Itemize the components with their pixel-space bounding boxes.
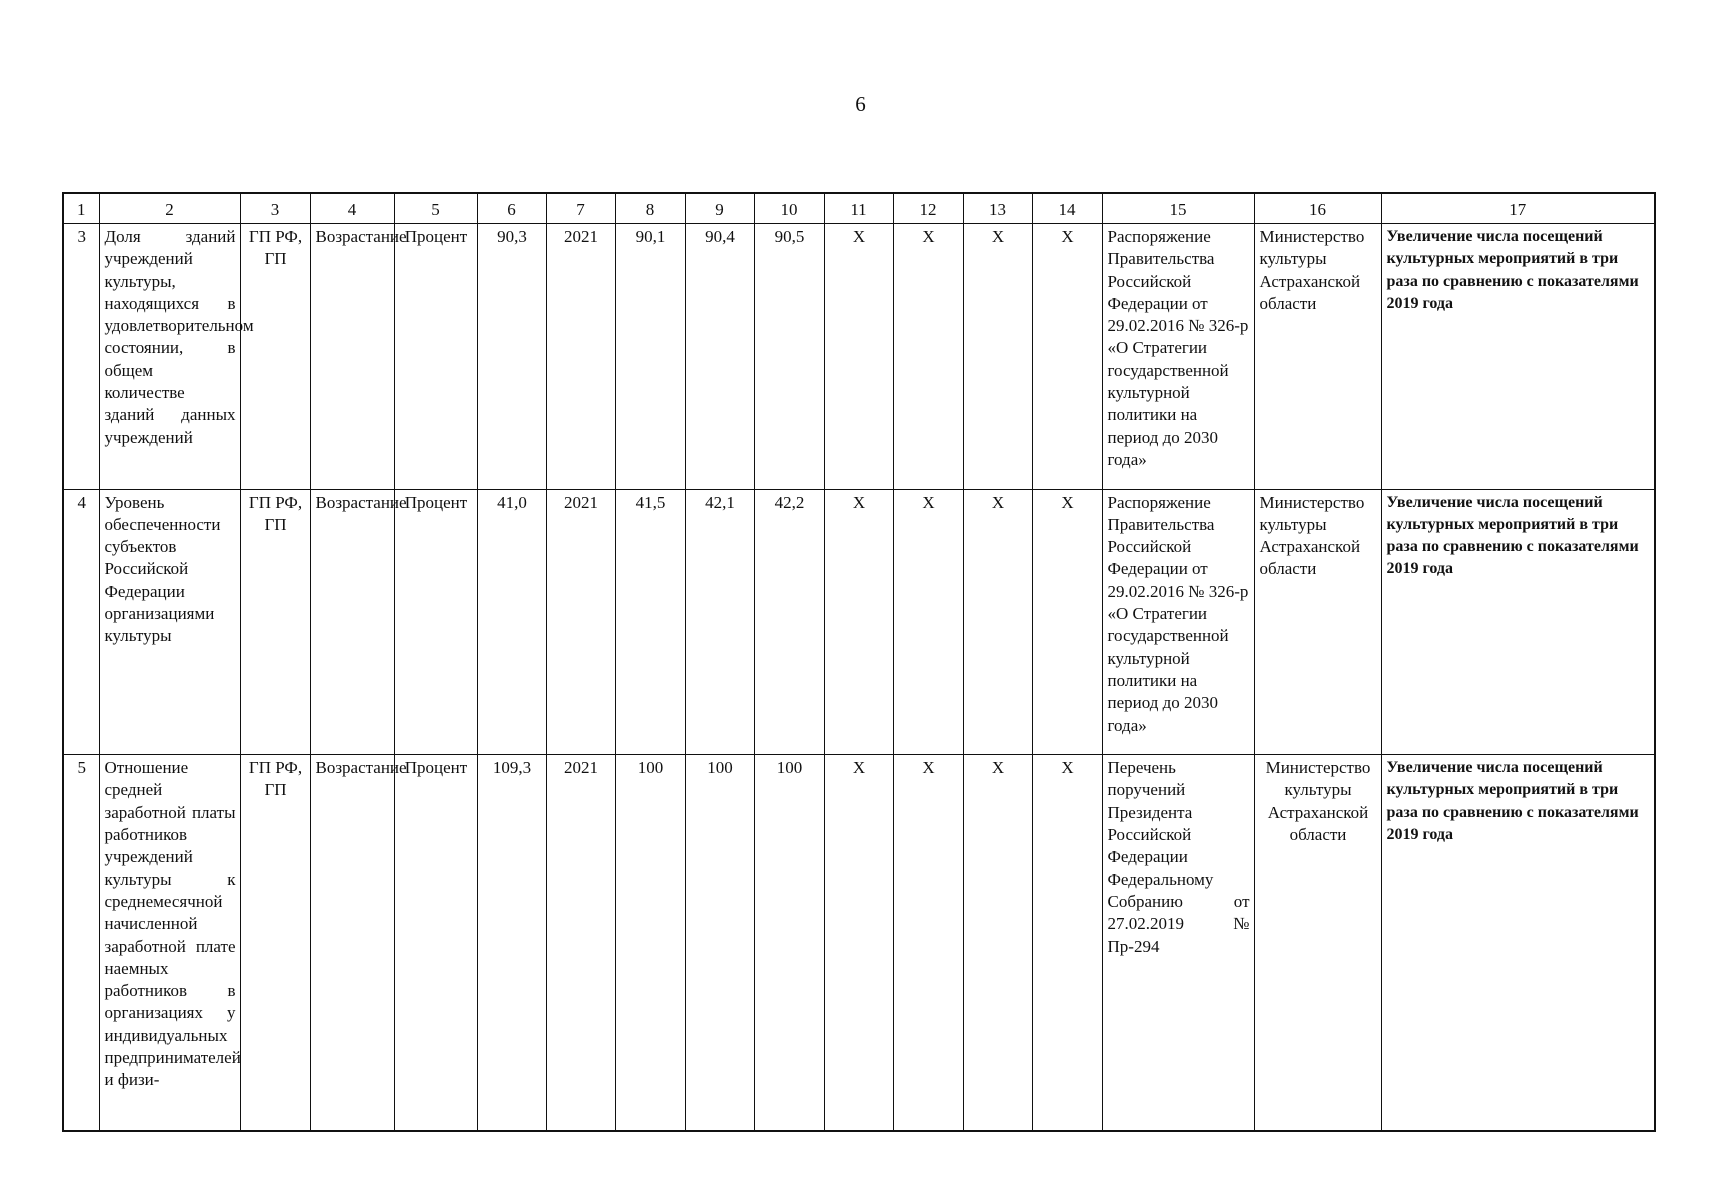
value-col-12: Х xyxy=(893,755,963,1131)
value-col-8: 90,1 xyxy=(615,224,685,490)
value-col-10: 42,2 xyxy=(754,489,824,755)
value-col-12: Х xyxy=(893,489,963,755)
national-goal: Увеличение числа посещений культурных мероприятий в три раза по сравнению с показателями 2019 года xyxy=(1381,489,1655,755)
value-col-14: Х xyxy=(1032,489,1102,755)
table-row xyxy=(63,489,1655,755)
value-col-8: 41,5 xyxy=(615,489,685,755)
value-col-14: Х xyxy=(1032,224,1102,490)
column-header: 11 xyxy=(824,193,893,224)
column-header: 15 xyxy=(1102,193,1254,224)
legal-document: Распоряжение Правительства Российской Федерации от 29.02.2016 № 326-р «О Стратегии государственной культурной политики на период до 2030 года» xyxy=(1102,224,1254,490)
trend-direction: Возрастание xyxy=(310,755,394,1131)
column-header: 13 xyxy=(963,193,1032,224)
value-col-11: Х xyxy=(824,755,893,1131)
responsible-body: Министерство культуры Астраханской области xyxy=(1254,755,1381,1131)
column-header: 10 xyxy=(754,193,824,224)
table-row xyxy=(63,755,1655,1131)
value-col-9: 100 xyxy=(685,755,754,1131)
value-col-8: 100 xyxy=(615,755,685,1131)
value-col-9: 90,4 xyxy=(685,224,754,490)
column-header: 17 xyxy=(1381,193,1655,224)
national-goal: Увеличение числа посещений культурных мероприятий в три раза по сравнению с показателями 2019 года xyxy=(1381,755,1655,1131)
base-year: 2021 xyxy=(546,755,615,1131)
unit: Процент xyxy=(394,755,477,1131)
trend-direction: Возрастание xyxy=(310,224,394,490)
value-col-13: Х xyxy=(963,755,1032,1131)
unit: Процент xyxy=(394,224,477,490)
responsible-body: Министерство культуры Астраханской области xyxy=(1254,224,1381,490)
column-header: 16 xyxy=(1254,193,1381,224)
base-value: 109,3 xyxy=(477,755,546,1131)
unit: Процент xyxy=(394,489,477,755)
column-header: 1 xyxy=(63,193,99,224)
program-type: ГП РФ, ГП xyxy=(240,755,310,1131)
value-col-11: Х xyxy=(824,224,893,490)
value-col-10: 100 xyxy=(754,755,824,1131)
legal-document: Перечень поручений Президента Российской Федерации Федеральному Собранию от 27.02.2019 № Пр-294 xyxy=(1102,755,1254,1131)
value-col-14: Х xyxy=(1032,755,1102,1131)
base-year: 2021 xyxy=(546,224,615,490)
column-header: 12 xyxy=(893,193,963,224)
table-row xyxy=(63,224,1655,490)
indicator-name: Отношение средней заработной платы работников учреждений культуры к среднемесячной начисленной заработной плате наемных работников в организациях у индивидуальных предпринимателей и физи- xyxy=(99,755,240,1131)
indicators-table xyxy=(62,192,1656,1132)
value-col-9: 42,1 xyxy=(685,489,754,755)
responsible-body: Министерство культуры Астраханской области xyxy=(1254,489,1381,755)
column-header: 3 xyxy=(240,193,310,224)
legal-document: Распоряжение Правительства Российской Федерации от 29.02.2016 № 326-р «О Стратегии государственной культурной политики на период до 2030 года» xyxy=(1102,489,1254,755)
column-header: 7 xyxy=(546,193,615,224)
base-value: 41,0 xyxy=(477,489,546,755)
row-number: 5 xyxy=(63,755,99,1131)
page-number: 6 xyxy=(855,92,866,116)
trend-direction: Возрастание xyxy=(310,489,394,755)
column-header: 9 xyxy=(685,193,754,224)
column-header: 14 xyxy=(1032,193,1102,224)
column-header: 8 xyxy=(615,193,685,224)
row-number: 4 xyxy=(63,489,99,755)
value-col-11: Х xyxy=(824,489,893,755)
program-type: ГП РФ, ГП xyxy=(240,224,310,490)
column-number-row xyxy=(63,193,1655,224)
column-header: 6 xyxy=(477,193,546,224)
column-header: 5 xyxy=(394,193,477,224)
base-year: 2021 xyxy=(546,489,615,755)
program-type: ГП РФ, ГП xyxy=(240,489,310,755)
value-col-10: 90,5 xyxy=(754,224,824,490)
indicator-name: Доля зданий учреждений культуры, находящихся в удовлетворительном состоянии, в общем количестве зданий данных учреждений xyxy=(99,224,240,490)
indicator-name: Уровень обеспеченности субъектов Российской Федерации организациями культуры xyxy=(99,489,240,755)
base-value: 90,3 xyxy=(477,224,546,490)
value-col-12: Х xyxy=(893,224,963,490)
column-header: 2 xyxy=(99,193,240,224)
value-col-13: Х xyxy=(963,489,1032,755)
row-number: 3 xyxy=(63,224,99,490)
value-col-13: Х xyxy=(963,224,1032,490)
national-goal: Увеличение числа посещений культурных мероприятий в три раза по сравнению с показателями 2019 года xyxy=(1381,224,1655,490)
column-header: 4 xyxy=(310,193,394,224)
